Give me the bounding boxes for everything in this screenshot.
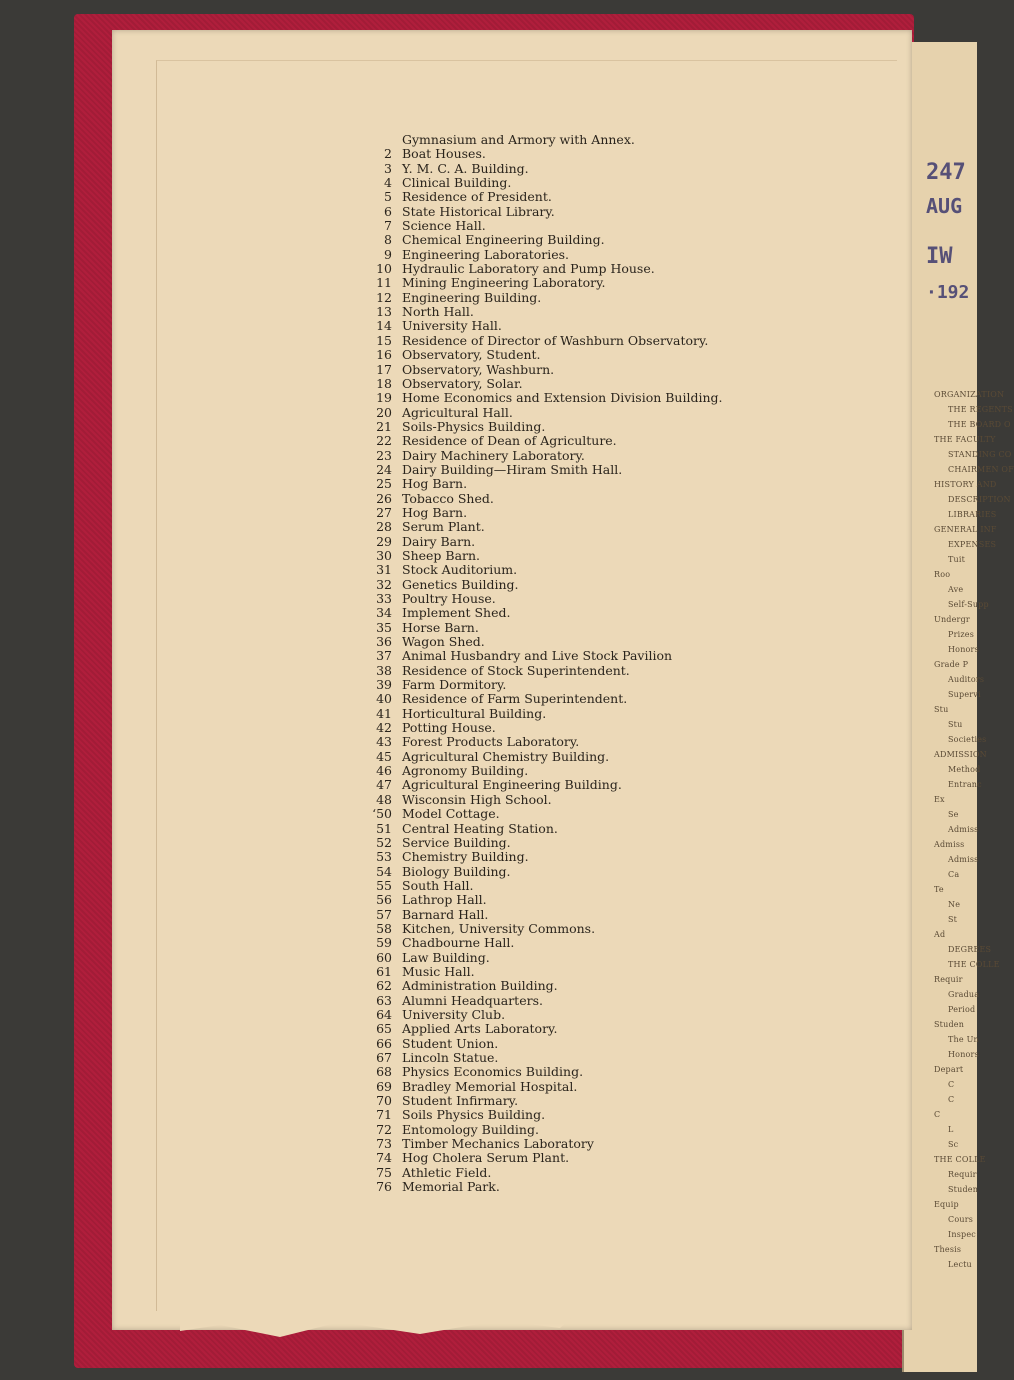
- item-label: Chadbourne Hall.: [402, 935, 515, 951]
- item-number: ‘50: [372, 806, 392, 822]
- item-label: Observatory, Solar.: [402, 375, 523, 391]
- list-item: [360, 190, 723, 204]
- item-label: Home Economics and Extension Division Building.: [402, 390, 723, 406]
- toc-fragment: Studen: [948, 1185, 979, 1194]
- item-number: 18: [376, 375, 392, 391]
- toc-fragment: ORGANIZATION: [934, 390, 1005, 399]
- item-number: 64: [376, 1006, 392, 1022]
- item-label: Tobacco Shed.: [402, 490, 494, 506]
- toc-fragment: STANDING CO: [948, 450, 1012, 459]
- item-number: [360, 133, 402, 147]
- item-label: Residence of President.: [402, 189, 552, 205]
- list-item: [360, 219, 723, 233]
- list-item: [360, 1080, 723, 1094]
- list-item: [360, 621, 723, 635]
- item-number: 12: [376, 289, 392, 305]
- item-label: Agricultural Chemistry Building.: [402, 748, 610, 764]
- item-number: 20: [376, 404, 392, 420]
- toc-fragment: St: [948, 915, 958, 924]
- list-item: [360, 936, 723, 950]
- item-label: Horticultural Building.: [402, 705, 547, 721]
- toc-fragment: Studen: [934, 1020, 965, 1029]
- list-item: [360, 305, 723, 319]
- list-item: [360, 420, 723, 434]
- toc-fragment: THE FACULTY: [934, 435, 996, 444]
- toc-fragment: Ave: [948, 585, 964, 594]
- item-label: Soils Physics Building.: [402, 1107, 546, 1123]
- item-number: 37: [376, 648, 392, 664]
- item-label: Applied Arts Laboratory.: [402, 1021, 558, 1037]
- list-item: [360, 233, 723, 247]
- item-label: Hydraulic Laboratory and Pump House.: [402, 261, 655, 277]
- toc-fragment: Ne: [948, 900, 961, 909]
- item-number: 71: [376, 1107, 392, 1123]
- list-item: [360, 865, 723, 879]
- item-number: 56: [376, 892, 392, 908]
- item-label: Service Building.: [402, 834, 511, 850]
- list-item: [360, 764, 723, 778]
- item-label: Potting House.: [402, 720, 496, 736]
- item-label: Observatory, Washburn.: [402, 361, 555, 377]
- list-item: [360, 1051, 723, 1065]
- item-label: Dairy Barn.: [402, 533, 476, 549]
- item-label: Lincoln Statue.: [402, 1050, 499, 1065]
- toc-fragment: Supervi: [948, 690, 981, 699]
- item-label: Barnard Hall.: [402, 906, 489, 922]
- item-number: 65: [376, 1021, 392, 1037]
- item-number: 42: [376, 720, 392, 736]
- toc-fragment: Self-Supp: [948, 600, 989, 609]
- toc-fragment: Admiss: [948, 825, 979, 834]
- toc-fragment: Method: [948, 765, 981, 774]
- list-item: [360, 377, 723, 391]
- item-number: 41: [376, 705, 392, 721]
- item-number: 6: [384, 203, 392, 219]
- toc-fragment: L: [948, 1125, 954, 1134]
- stamp-line-1: 247: [926, 160, 966, 185]
- item-number: 39: [376, 677, 392, 693]
- item-label: Farm Dormitory.: [402, 677, 507, 693]
- item-label: Serum Plant.: [402, 519, 485, 535]
- item-label: Boat Houses.: [402, 146, 486, 162]
- list-item: [360, 147, 723, 161]
- list-item: [360, 406, 723, 420]
- item-label: Alumni Headquarters.: [402, 992, 543, 1008]
- toc-fragment: Depart: [934, 1065, 964, 1074]
- list-item: [360, 692, 723, 706]
- toc-fragment: Roo: [934, 570, 951, 579]
- item-label: Forest Products Laboratory.: [402, 734, 580, 750]
- item-number: 11: [376, 275, 392, 291]
- list-item: [360, 463, 723, 477]
- item-number: 25: [376, 476, 392, 492]
- item-number: 74: [376, 1150, 392, 1166]
- toc-fragment: Period: [948, 1005, 976, 1014]
- item-label: Law Building.: [402, 949, 490, 965]
- item-label: Entomology Building.: [402, 1121, 539, 1137]
- item-label: Horse Barn.: [402, 619, 479, 635]
- list-item: [360, 649, 723, 663]
- item-number: 76: [376, 1179, 392, 1195]
- list-item: [360, 477, 723, 491]
- toc-fragment: The Un: [948, 1035, 979, 1044]
- item-number: 9: [384, 246, 392, 262]
- item-label: Residence of Stock Superintendent.: [402, 662, 630, 678]
- toc-fragment: Honors: [948, 1050, 979, 1059]
- item-label: Agronomy Building.: [402, 763, 529, 779]
- list-item: [360, 850, 723, 864]
- toc-fragment: Ad: [934, 930, 946, 939]
- toc-fragment: EXPENSES: [948, 540, 997, 549]
- list-item: [360, 707, 723, 721]
- item-number: 3: [384, 160, 392, 176]
- item-number: 67: [376, 1050, 392, 1065]
- item-label: Wisconsin High School.: [402, 791, 552, 807]
- item-number: 28: [376, 519, 392, 535]
- toc-fragment: Entranc: [948, 780, 982, 789]
- item-label: Student Union.: [402, 1035, 499, 1051]
- item-number: 47: [376, 777, 392, 793]
- item-number: 5: [384, 189, 392, 205]
- item-label: Residence of Farm Superintendent.: [402, 691, 628, 707]
- item-label: Music Hall.: [402, 963, 475, 979]
- toc-fragment: Requir: [934, 975, 963, 984]
- item-label: Student Infirmary.: [402, 1093, 519, 1109]
- toc-fragment: Ca: [948, 870, 960, 879]
- toc-fragment: Stu: [934, 705, 949, 714]
- item-label: Bradley Memorial Hospital.: [402, 1078, 578, 1094]
- item-number: 46: [376, 763, 392, 779]
- toc-fragment: THE COLLE: [934, 1155, 986, 1164]
- list-item: [360, 836, 723, 850]
- item-number: 63: [376, 992, 392, 1008]
- list-item: [360, 908, 723, 922]
- list-item: [360, 535, 723, 549]
- building-index-list: [360, 133, 723, 1194]
- toc-fragment: THE BOARD O: [948, 420, 1011, 429]
- item-number: 33: [376, 591, 392, 606]
- item-label: Kitchen, University Commons.: [402, 920, 596, 936]
- item-label: Central Heating Station.: [402, 820, 558, 836]
- item-number: 24: [376, 461, 392, 477]
- item-number: 21: [376, 418, 392, 434]
- list-item: [360, 606, 723, 620]
- item-label: Timber Mechanics Laboratory: [402, 1136, 594, 1152]
- item-label: Sheep Barn.: [402, 547, 481, 563]
- item-label: Clinical Building.: [402, 175, 512, 191]
- toc-fragment: Admiss: [934, 840, 965, 849]
- item-label: Engineering Laboratories.: [402, 246, 570, 262]
- toc-fragment: Gradua: [948, 990, 980, 999]
- item-label: Poultry House.: [402, 591, 496, 606]
- toc-fragment: DEGREES: [948, 945, 992, 954]
- item-number: 61: [376, 963, 392, 979]
- toc-fragment: Ex: [934, 795, 945, 804]
- item-number: 73: [376, 1136, 392, 1152]
- toc-fragment: Equip: [934, 1200, 959, 1209]
- item-label: Agricultural Hall.: [402, 404, 513, 420]
- item-number: 45: [376, 748, 392, 764]
- item-label: University Club.: [402, 1006, 506, 1022]
- item-number: 13: [376, 304, 392, 320]
- item-number: 52: [376, 834, 392, 850]
- item-label: Model Cottage.: [402, 806, 500, 822]
- item-label: Mining Engineering Laboratory.: [402, 275, 606, 291]
- item-label: Biology Building.: [402, 863, 511, 879]
- list-item: [360, 678, 723, 692]
- list-item: [360, 721, 723, 735]
- item-number: 7: [384, 218, 392, 234]
- list-item: [360, 979, 723, 993]
- item-number: 68: [376, 1064, 392, 1080]
- toc-fragment: HISTORY AND: [934, 480, 997, 489]
- item-number: 36: [376, 634, 392, 650]
- item-label: Hog Barn.: [402, 504, 468, 520]
- list-item: [360, 162, 723, 176]
- toc-fragment: Grade P: [934, 660, 969, 669]
- item-number: 29: [376, 533, 392, 549]
- item-label: Lathrop Hall.: [402, 892, 487, 908]
- toc-fragment: GENERAL INF: [934, 525, 997, 534]
- toc-fragment: Cours: [948, 1215, 974, 1224]
- item-number: 57: [376, 906, 392, 922]
- item-label: Engineering Building.: [402, 289, 542, 305]
- item-number: 27: [376, 504, 392, 520]
- item-number: 75: [376, 1164, 392, 1180]
- item-label: Hog Cholera Serum Plant.: [402, 1150, 570, 1166]
- item-number: 58: [376, 920, 392, 936]
- list-item: [360, 563, 723, 577]
- list-item: [360, 1022, 723, 1036]
- item-number: 34: [376, 605, 392, 621]
- item-label: Dairy Building—Hiram Smith Hall.: [402, 461, 623, 477]
- item-number: 23: [376, 447, 392, 463]
- item-number: 8: [384, 232, 392, 248]
- list-item: [360, 793, 723, 807]
- list-item: [360, 133, 723, 147]
- toc-fragment: Stu: [948, 720, 963, 729]
- list-item: [360, 778, 723, 792]
- item-number: 4: [384, 175, 392, 191]
- stamp-line-3: IW: [926, 244, 953, 269]
- item-label: University Hall.: [402, 318, 502, 334]
- list-item: [360, 922, 723, 936]
- list-item: [360, 348, 723, 362]
- list-item: [360, 735, 723, 749]
- list-item: [360, 592, 723, 606]
- item-number: 60: [376, 949, 392, 965]
- toc-fragment: Thesis: [934, 1245, 962, 1254]
- item-label: Physics Economics Building.: [402, 1064, 584, 1080]
- list-item: [360, 1123, 723, 1137]
- list-item: [360, 248, 723, 262]
- item-number: 31: [376, 562, 392, 578]
- list-item: [360, 1166, 723, 1180]
- list-item: [360, 549, 723, 563]
- toc-fragment: THE COLLE: [948, 960, 1000, 969]
- list-item: [360, 807, 723, 821]
- list-item: [360, 205, 723, 219]
- item-number: 51: [376, 820, 392, 836]
- item-label: Implement Shed.: [402, 605, 511, 621]
- list-item: [360, 506, 723, 520]
- item-label: Residence of Director of Washburn Observatory.: [402, 332, 709, 348]
- item-number: 32: [376, 576, 392, 592]
- item-label: Observatory, Student.: [402, 347, 541, 363]
- item-number: 53: [376, 849, 392, 865]
- list-item: [360, 176, 723, 190]
- item-label: Dairy Machinery Laboratory.: [402, 447, 585, 463]
- item-label: North Hall.: [402, 304, 474, 320]
- item-label: Wagon Shed.: [402, 634, 485, 650]
- list-item: [360, 1151, 723, 1165]
- toc-fragment: Se: [948, 810, 959, 819]
- list-item: [360, 635, 723, 649]
- toc-fragment: Sc: [948, 1140, 959, 1149]
- item-number: 43: [376, 734, 392, 750]
- item-number: 14: [376, 318, 392, 334]
- list-item: [360, 363, 723, 377]
- list-item: [360, 879, 723, 893]
- toc-fragment: Requir: [948, 1170, 977, 1179]
- item-label: Animal Husbandry and Live Stock Pavilion: [402, 648, 673, 664]
- item-number: 40: [376, 691, 392, 707]
- stamp-line-2: AUG: [926, 194, 963, 218]
- list-item: [360, 750, 723, 764]
- item-label: Soils-Physics Building.: [402, 418, 546, 434]
- toc-fragment: Te: [934, 885, 944, 894]
- list-item: [360, 951, 723, 965]
- list-item: [360, 276, 723, 290]
- item-number: 69: [376, 1078, 392, 1094]
- list-item: [360, 965, 723, 979]
- item-label: State Historical Library.: [402, 203, 555, 219]
- toc-fragment: LIBRARIES: [948, 510, 997, 519]
- item-label: Hog Barn.: [402, 476, 468, 492]
- item-number: 55: [376, 877, 392, 893]
- item-label: Residence of Dean of Agriculture.: [402, 433, 617, 449]
- list-item: [360, 334, 723, 348]
- item-label: Agricultural Engineering Building.: [402, 777, 622, 793]
- item-label: Chemistry Building.: [402, 849, 529, 865]
- toc-fragment: C: [948, 1095, 955, 1104]
- item-number: 62: [376, 978, 392, 994]
- toc-fragment: Admiss: [948, 855, 979, 864]
- list-item: [360, 1008, 723, 1022]
- list-item: [360, 1180, 723, 1194]
- list-item: [360, 319, 723, 333]
- toc-fragment: C: [934, 1110, 941, 1119]
- item-label: Genetics Building.: [402, 576, 519, 592]
- item-number: 16: [376, 347, 392, 363]
- list-item: [360, 1065, 723, 1079]
- toc-fragment: CHAIRMEN OF: [948, 465, 1014, 474]
- list-item: [360, 520, 723, 534]
- toc-fragment: Inspec: [948, 1230, 976, 1239]
- item-label: South Hall.: [402, 877, 474, 893]
- item-number: 26: [376, 490, 392, 506]
- list-item: [360, 822, 723, 836]
- item-number: 19: [376, 390, 392, 406]
- item-label: Memorial Park.: [402, 1179, 500, 1195]
- item-number: 30: [376, 547, 392, 563]
- item-number: 54: [376, 863, 392, 879]
- toc-fragment: Lectu: [948, 1260, 972, 1269]
- item-number: 10: [376, 261, 392, 277]
- item-number: 66: [376, 1035, 392, 1051]
- item-number: 70: [376, 1093, 392, 1109]
- item-label: Administration Building.: [402, 978, 558, 994]
- toc-fragment: Honors: [948, 645, 979, 654]
- item-number: 35: [376, 619, 392, 635]
- toc-fragment: DESCRIPTION: [948, 495, 1011, 504]
- list-item: [360, 1094, 723, 1108]
- item-number: 2: [384, 146, 392, 162]
- toc-fragment: Auditors: [948, 675, 985, 684]
- adjacent-page: [902, 42, 1014, 1372]
- item-label: Athletic Field.: [402, 1164, 492, 1180]
- item-number: 38: [376, 662, 392, 678]
- item-number: 48: [376, 791, 392, 807]
- list-item: [360, 578, 723, 592]
- item-number: 72: [376, 1121, 392, 1137]
- item-number: 17: [376, 361, 392, 377]
- list-item: [360, 893, 723, 907]
- item-label: Stock Auditorium.: [402, 562, 518, 578]
- toc-fragment: Societies: [948, 735, 987, 744]
- list-item: [360, 291, 723, 305]
- list-item: [360, 391, 723, 405]
- item-number: 15: [376, 332, 392, 348]
- toc-fragment: THE REGENTS: [948, 405, 1013, 414]
- item-label: Y. M. C. A. Building.: [402, 160, 529, 176]
- list-item: [360, 994, 723, 1008]
- toc-fragment: C: [948, 1080, 955, 1089]
- list-item: [360, 434, 723, 448]
- list-item: [360, 664, 723, 678]
- list-item: [360, 1108, 723, 1122]
- list-item: [360, 1137, 723, 1151]
- toc-fragment: Prizes: [948, 630, 975, 639]
- toc-fragment: ADMISSION: [934, 750, 987, 759]
- item-number: 59: [376, 935, 392, 951]
- list-item: [360, 492, 723, 506]
- list-item: [360, 1037, 723, 1051]
- toc-fragment: Tuit: [948, 555, 966, 564]
- item-number: 22: [376, 433, 392, 449]
- list-item: [360, 449, 723, 463]
- toc-fragment: Undergr: [934, 615, 970, 624]
- list-item: [360, 262, 723, 276]
- item-label: Gymnasium and Armory with Annex.: [402, 132, 635, 147]
- item-label: Chemical Engineering Building.: [402, 232, 605, 248]
- item-label: Science Hall.: [402, 218, 486, 234]
- stamp-line-4: ·192: [926, 282, 970, 303]
